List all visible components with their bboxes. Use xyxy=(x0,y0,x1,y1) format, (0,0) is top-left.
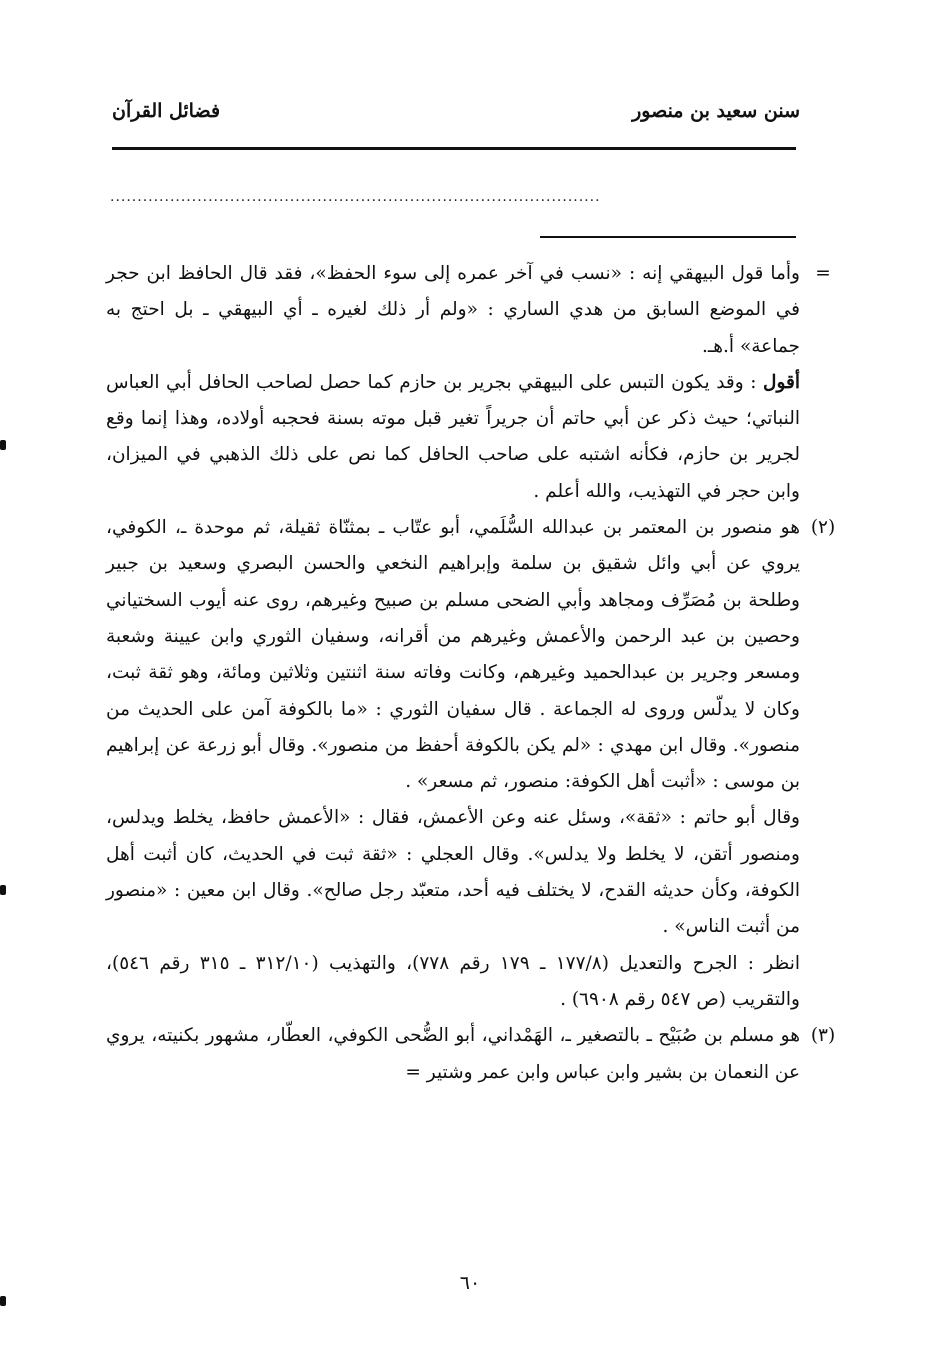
book-title: سنن سعيد بن منصور xyxy=(632,100,800,122)
continuation-paragraph-2 xyxy=(106,365,800,510)
footnote-rule xyxy=(540,236,796,238)
footnote-2-marker: (٢) xyxy=(810,517,836,539)
continuation-marker: = xyxy=(815,263,831,284)
footnote-3-marker: (٣) xyxy=(810,1025,836,1047)
section-title: فضائل القرآن xyxy=(112,100,221,122)
header-rule xyxy=(112,147,796,150)
running-header xyxy=(112,100,800,140)
continuation-paragraph-2-text: : وقد يكون التبس على البيهقي بجرير بن حازم كما حصل لصاحب الحافل أبي العباس النباتي؛ حيث ذكر عن أبي حاتم أن جريراً تغير قبل موته بسنة فحجبه أولاده، وهذا إنما وقع لجرير بن حازم، فكأنه اشتبه على صاحب الحافل كما نص على ذلك الذهبي في الميزان، وابن حجر في التهذيب، والله أعلم . xyxy=(106,371,800,502)
margin-mark xyxy=(0,440,6,450)
footnote-3 xyxy=(106,1018,836,1091)
page-number: ٦٠ xyxy=(459,1272,481,1294)
continuation-paragraph-1: وأما قول البيهقي إنه : «نسب في آخر عمره إلى سوء الحفظ»، فقد قال الحافظ ابن حجر في الموضع السابق من هدي الساري : «ولم أر ذلك لغيره ـ أي البيهقي ـ بل احتج به جماعة» أ.هـ. xyxy=(106,263,800,357)
footnote-3-paragraph-1: هو مسلم بن صُبَيْح ـ بالتصغير ـ، الهَمْداني، أبو الضُّحى الكوفي، العطّار، مشهور بكنيته، يروي عن النعمان بن بشير وابن عباس وابن عمر وشتير = xyxy=(106,1025,800,1083)
margin-mark xyxy=(0,885,6,895)
footnotes xyxy=(106,256,836,1091)
footnote-continuation xyxy=(106,256,831,510)
footnote-2-references: انظر : الجرح والتعديل (١٧٧/٨ ـ ١٧٩ رقم ٧٧٨)، والتهذيب (٣١٢/١٠ ـ ٣١٥ رقم ٥٤٦)، والتقريب (ص ٥٤٧ رقم ٦٩٠٨) . xyxy=(106,952,800,1010)
margin-mark xyxy=(0,1296,6,1306)
footnote-2-paragraph-2: وقال أبو حاتم : «ثقة»، وسئل عنه وعن الأعمش، فقال : «الأعمش حافظ، يخلط ويدلس، ومنصور أتقن، لا يخلط ولا يدلس». وقال العجلي : «ثقة ثبت في الحديث، كان أثبت أهل الكوفة، وكأن حديثه القدح، لا يختلف فيه أحد، متعبّد رجل صالح». وقال ابن معين : «منصور من أثبت الناس» . xyxy=(106,807,800,938)
footnote-2 xyxy=(106,510,836,1018)
footnote-2-paragraph-1: هو منصور بن المعتمر بن عبدالله السُّلَمي، أبو عتّاب ـ بمثنّاة ثقيلة، ثم موحدة ـ، الكوفي، يروي عن أبي وائل شقيق بن سلمة وإبراهيم النخعي والحسن البصري وسعيد بن جبير وطلحة بن مُصَرِّف ومجاهد وأبي الضحى مسلم بن صبيح وغيرهم، روى عنه أيوب السختياني وحصين بن عبد الرحمن والأعمش وغيرهم من أقرانه، وسفيان الثوري وابن عيينة وشعبة ومسعر وجرير بن عبدالحميد وغيرهم، وكانت وفاته سنة اثنتين وثلاثين ومائة، وهو ثقة ثبت، وكان لا يدلّس وروى له الجماعة . قال سفيان الثوري : «ما بالكوفة آمن على الحديث من منصور». وقال ابن مهدي : «لم يكن بالكوفة أحفظ من منصور». وقال أبو زرعة عن إبراهيم بن موسى : «أثبت أهل الكوفة: منصور، ثم مسعر» . xyxy=(106,517,800,793)
dotted-separator: .......................................................................................... xyxy=(110,190,601,204)
aqul-lead: أقول xyxy=(763,371,800,393)
